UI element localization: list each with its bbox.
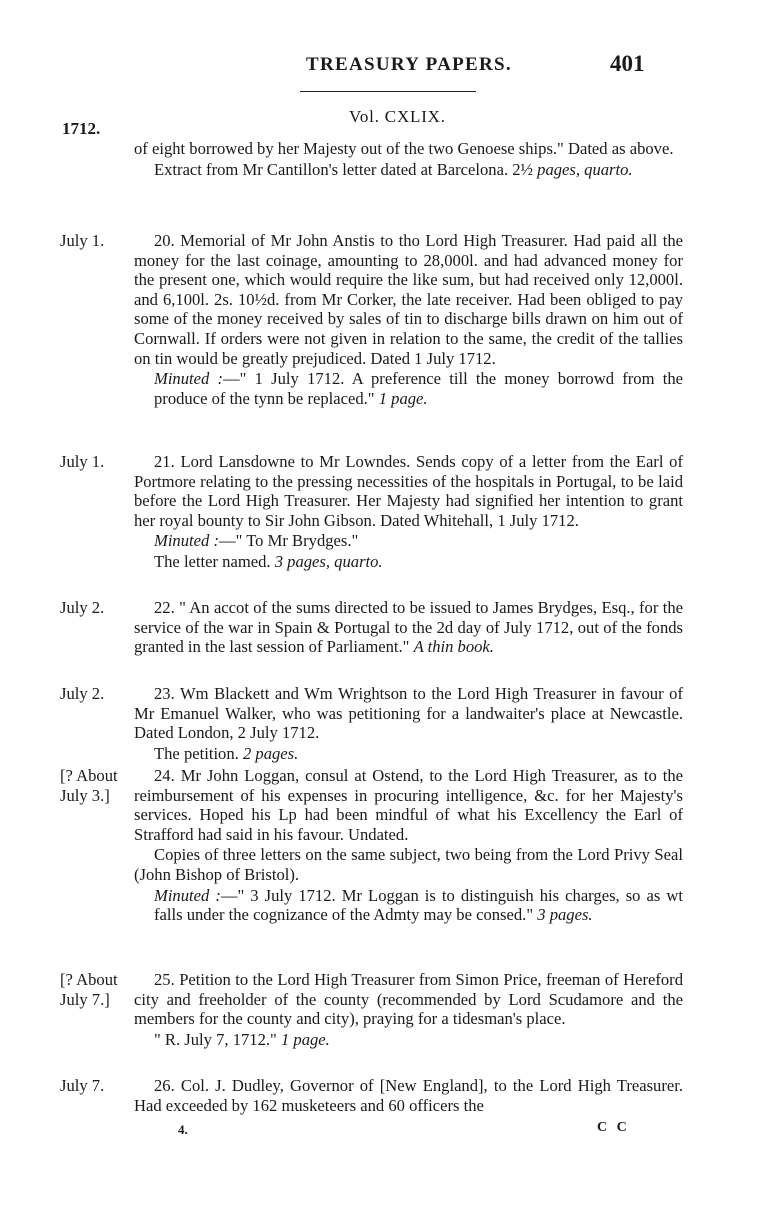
entry-note [134, 744, 683, 764]
entry-minuted [134, 531, 683, 551]
note-text: " R. July 7, 1712." [154, 1029, 281, 1049]
minuted-tail: 1 page. [378, 388, 428, 408]
continuation-text: of eight borrowed by her Majesty out of the two Genoese ships." Dated as above. [134, 139, 674, 158]
minuted-label: Minuted : [154, 885, 221, 905]
minuted-tail: 3 pages. [537, 905, 593, 925]
entry-text: 23. Wm Blackett and Wm Wrightson to the Lord High Treasurer in favour of Mr Emanuel Walker, who was petitioning for a landwaiter's place at Newcastle. Dated London, 2 July 1712. [134, 684, 683, 743]
header-rule [300, 91, 476, 92]
entry-date: July 2. [60, 598, 105, 617]
entry-text: 21. Lord Lansdowne to Mr Lowndes. Sends copy of a letter from the Earl of Portmore relating to the pressing necessities of the hospitals in Portugal, to be laid before the Lord High Treasurer. Her Majesty had signified her intention to grant her royal bounty to Sir John Gibson. Dated Whitehall, 1 July 1712. [134, 452, 683, 530]
entry-text: 20. Memorial of Mr John Anstis to tho Lord High Treasurer. Had paid all the money for the last coinage, amounting to 28,000l. and had advanced money for the present one, which would require the like sum, but had received only 12,000l. and 6,100l. 2s. 10½d. from Mr Corker, the late receiver. Had been obliged to pay some of the money received by sales of tin to discharge bills drawn on him out of Cornwall. If orders were not given in relation to the same, the credit of the tallies on tin would be greatly prejudiced. Dated 1 July 1712. [134, 231, 683, 368]
entry-date: July 1. [60, 452, 105, 471]
entry-minuted [134, 886, 683, 925]
note-tail: 3 pages, quarto. [274, 551, 383, 571]
page-number: 401 [610, 51, 645, 76]
entry-date: [? About July 3.] [60, 766, 118, 805]
minuted-text: —" To Mr Brydges." [218, 531, 359, 551]
entry-date: July 2. [60, 684, 105, 703]
minuted-text: —" 3 July 1712. Mr Loggan is to distinguish his charges, so as wt falls under the cognizance of the Admty may be consed." [154, 885, 683, 925]
signature-mark-left: 4. [178, 1122, 188, 1137]
note-tail: 1 page. [280, 1029, 330, 1049]
volume-heading: Vol. CXLIX. [349, 107, 446, 126]
entry-minuted [134, 369, 683, 408]
entry-date: July 7. [60, 1076, 105, 1095]
continuation-note-text: Extract from Mr Cantillon's letter dated at Barcelona. 2½ [154, 159, 538, 179]
entry-text-main: 22. " An accot of the sums directed to be issued to James Brydges, Esq., for the service of the war in Spain & Portugal to the 2d day of July 1712, out of the fonds granted in the last session of Parliament." [134, 598, 683, 657]
entry-text: 26. Col. J. Dudley, Governor of [New England], to the Lord High Treasurer. Had exceeded by 162 musketeers and 60 officers the [134, 1076, 683, 1115]
entry-text: 25. Petition to the Lord High Treasurer from Simon Price, freeman of Hereford city and freeholder of the county (recommended by Lord Scudamore and the members for the county and city), praying for a tidesman's place. [134, 970, 683, 1029]
entry-date: July 1. [60, 231, 105, 250]
minuted-label: Minuted : [154, 369, 224, 389]
entry-date: [? About July 7.] [60, 970, 118, 1009]
year-label: 1712. [62, 119, 101, 138]
note-text: The petition. [154, 743, 243, 763]
minuted-label: Minuted : [154, 531, 219, 551]
entry-note [134, 1030, 683, 1050]
continuation-note-italic: pages, quarto. [537, 159, 633, 179]
note-text: The letter named. [154, 551, 275, 571]
entry-text: 24. Mr John Loggan, consul at Ostend, to the Lord High Treasurer, as to the reimbursement of his expenses in procuring intelligence, &c. for her Majesty's services. Hoped his Lp had been mindful of what his Excellency the Earl of Strafford had said in his favour. Undated. [134, 766, 683, 844]
minuted-text: —" 1 July 1712. A preference till the money borrowd from the produce of the tynn be replaced." [154, 369, 683, 408]
entry-note-copies: Copies of three letters on the same subject, two being from the Lord Privy Seal (John Bishop of Bristol). [134, 845, 683, 884]
continuation-note [134, 160, 683, 180]
entry-note [134, 552, 683, 572]
running-title: TREASURY PAPERS. [306, 54, 512, 75]
note-tail: 2 pages. [242, 743, 299, 763]
entry-text [134, 598, 683, 657]
signature-mark-right: C C [597, 1120, 630, 1135]
entry-text-tail: A thin book. [413, 637, 494, 657]
